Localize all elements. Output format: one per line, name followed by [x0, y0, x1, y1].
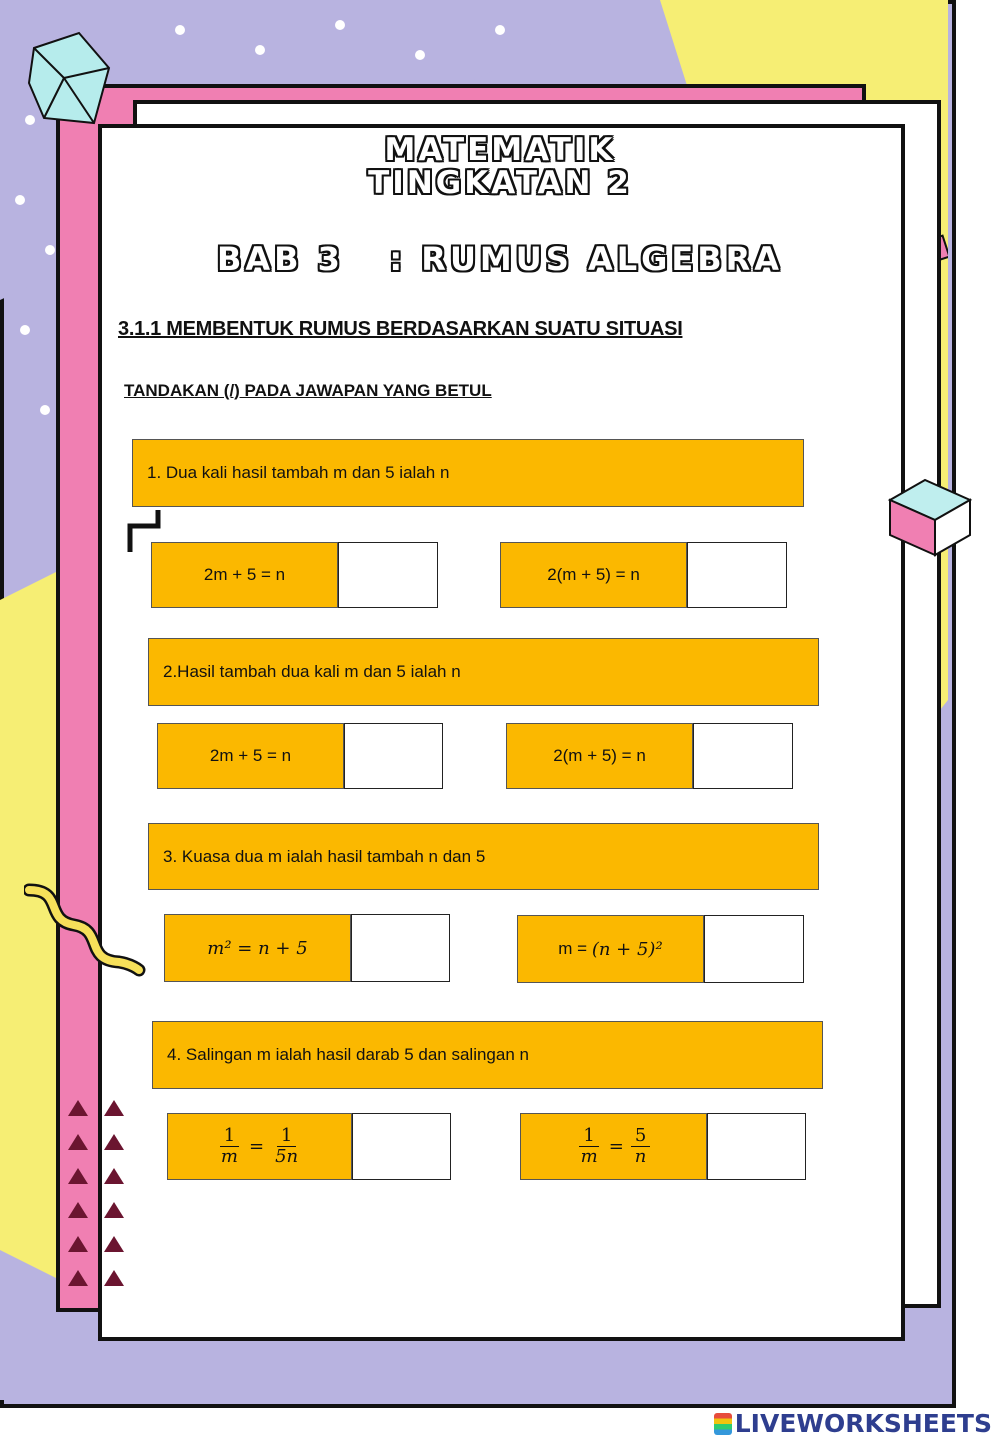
q4-a-left-fraction	[217, 1126, 242, 1167]
question-2: 2.Hasil tambah dua kali m dan 5 ialah n	[148, 638, 819, 706]
instruction-text: TANDAKAN (/) PADA JAWAPAN YANG BETUL	[124, 381, 492, 400]
q4-a-left-den: m	[220, 1146, 238, 1167]
q3-option-b-prefix: m =	[558, 939, 592, 958]
q4-option-b	[520, 1113, 707, 1180]
q4-option-a-checkbox[interactable]	[352, 1113, 451, 1180]
q4-b-right-num: 5	[631, 1126, 650, 1147]
q1-option-b: 2(m + 5) = n	[500, 542, 687, 608]
q4-b-left-num: 1	[579, 1126, 598, 1147]
q3-option-b	[517, 915, 704, 983]
q1-option-a-checkbox[interactable]	[338, 542, 438, 608]
q1-option-b-checkbox[interactable]	[687, 542, 787, 608]
q2-option-a-checkbox[interactable]	[344, 723, 443, 789]
q4-b-right-fraction	[631, 1126, 651, 1167]
q3-option-b-formula: (n + 5)²	[591, 938, 663, 960]
q4-a-right-fraction	[271, 1126, 302, 1167]
squiggle-decoration-icon	[24, 880, 149, 980]
q2-option-b-checkbox[interactable]	[693, 723, 793, 789]
q3-option-b-checkbox[interactable]	[704, 915, 804, 983]
question-1: 1. Dua kali hasil tambah m dan 5 ialah n	[132, 439, 804, 507]
question-4: 4. Salingan m ialah hasil darab 5 dan salingan n	[152, 1021, 823, 1089]
section-subtitle: 3.1.1 MEMBENTUK RUMUS BERDASARKAN SUATU SITUASI	[118, 318, 683, 340]
q3-option-a-checkbox[interactable]	[351, 914, 450, 982]
q4-a-equals: =	[248, 1136, 265, 1157]
title-line-2: TINGKATAN 2	[368, 165, 632, 201]
triangle-pattern-icon	[68, 1098, 130, 1293]
q3-option-a-formula: m² = n + 5	[207, 937, 308, 959]
q4-b-equals: =	[608, 1136, 624, 1157]
q4-a-right-num: 1	[277, 1126, 296, 1147]
q4-option-a	[167, 1113, 352, 1180]
cube-decoration-icon	[880, 470, 976, 560]
chapter-title: BAB 3 : RUMUS ALGEBRA	[216, 240, 784, 278]
q4-a-right-den: 5n	[275, 1146, 299, 1167]
watermark-text: LIVEWORKSHEETS	[734, 1409, 992, 1438]
liveworksheets-logo-icon	[714, 1413, 732, 1435]
q4-b-right-den: n	[634, 1146, 647, 1167]
title-line-1: MATEMATIK	[384, 132, 616, 168]
liveworksheets-watermark	[714, 1409, 992, 1438]
q2-option-a: 2m + 5 = n	[157, 723, 344, 789]
page-title	[100, 134, 900, 200]
crystal-decoration-icon	[24, 28, 114, 138]
q4-b-left-fraction	[577, 1126, 602, 1167]
question-3: 3. Kuasa dua m ialah hasil tambah n dan 5	[148, 823, 819, 890]
q4-b-left-den: m	[580, 1146, 598, 1167]
q4-option-b-checkbox[interactable]	[707, 1113, 806, 1180]
q4-a-left-num: 1	[220, 1126, 239, 1147]
q2-option-b: 2(m + 5) = n	[506, 723, 693, 789]
q1-option-a: 2m + 5 = n	[151, 542, 338, 608]
q3-option-a	[164, 914, 351, 982]
